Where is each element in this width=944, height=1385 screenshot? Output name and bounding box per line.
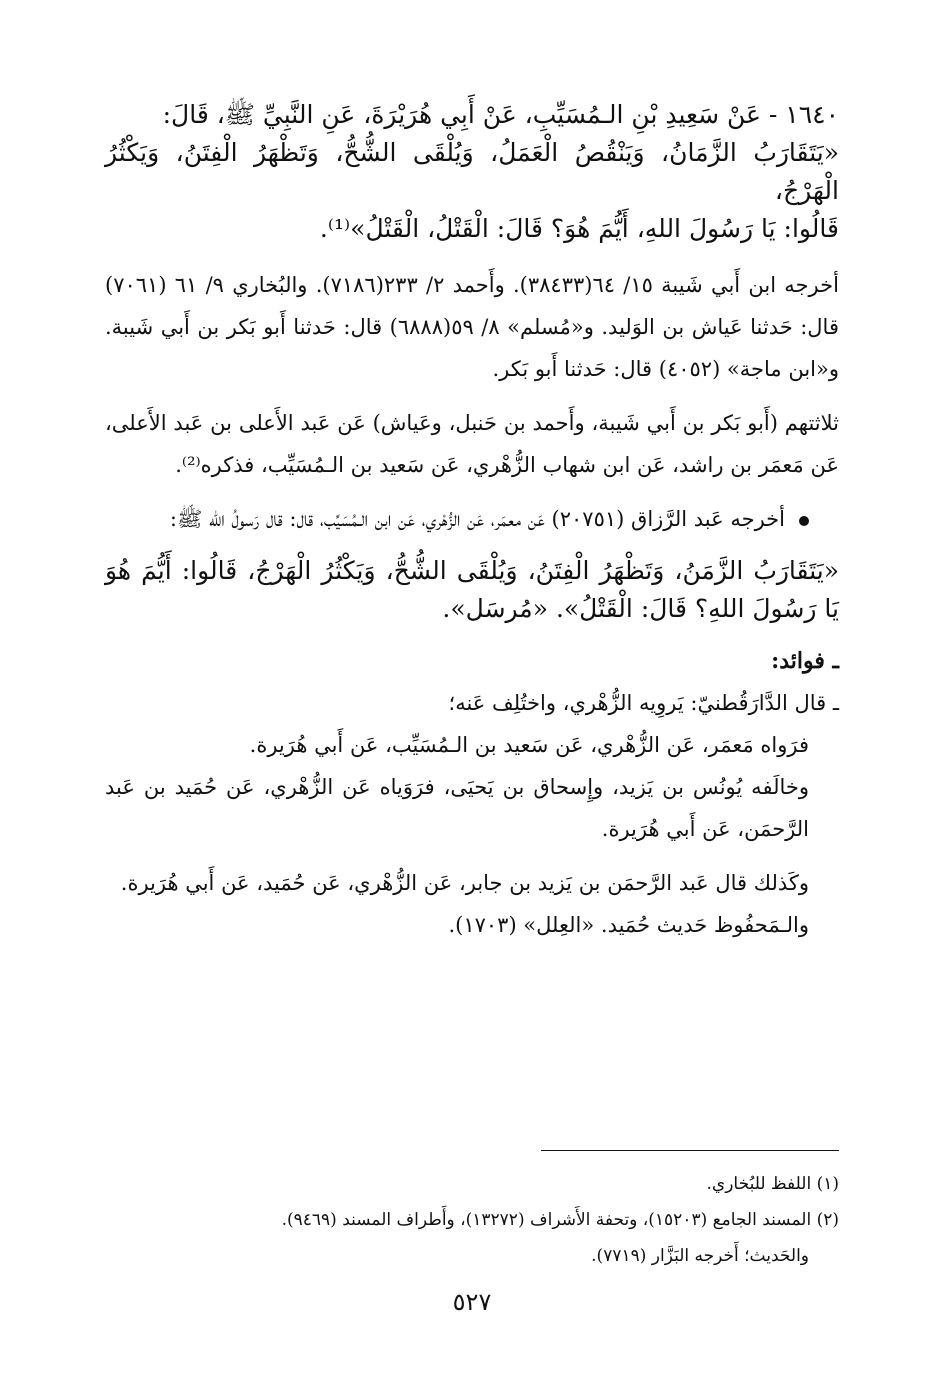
kadhalika-paragraph: وكَذلك قال عَبد الرَّحمَن بن يَزيد بن جابر، عَن الزُّهْري، عَن حُمَيد، عَن أَبي هُرَيرة. bbox=[120, 871, 809, 895]
bullet-icon bbox=[799, 516, 809, 526]
hadith-line-1: ١٦٤٠ - عَنْ سَعِيدِ بْنِ الـمُسَيِّبِ، عَنْ أَبِي هُرَيْرَةَ، عَنِ النَّبِيِّ ﷺ، قَالَ: bbox=[162, 100, 839, 129]
footnotes bbox=[90, 1166, 839, 1274]
isnad-paragraph: ثلاثتهم (أَبو بَكر بن أَبي شَيبة، وأَحمد بن حَنبل، وعَياش) عَن عَبد الأَعلى بن عَبد الأَعلى، عَن مَعمَر بن راشد، عَن ابن شهاب الزُّهْري، عَن سَعيد بن الـمُسَيِّب، فذكره⁽²⁾. bbox=[105, 411, 839, 477]
hadith-line-2: «يَتَقَارَبُ الزَّمَانُ، وَيَنْقُصُ الْعَمَلُ، وَيُلْقَى الشُّحُّ، وَتَظْهَرُ الْفِتَنُ، وَيَكْثُرُ الْهَرْجُ، bbox=[105, 138, 839, 205]
takhrij-paragraph: أخرجه ابن أَبي شَيبة ١٥/ ٦٤(٣٨٤٣٣). وأَحمد ٢/ ٢٣٣(٧١٨٦). والبُخاري ٩/ ٦١ (٧٠٦١) قال: حَدثنا عَياش بن الوَليد. و«مُسلم» ٨/ ٥٩(٦٨٨٨) قال: حَدثنا أَبو بَكر بن أَبي شَيبة. و«ابن ماجة» (٤٠٥٢) قال: حَدثنا أَبو بَكر. bbox=[105, 273, 839, 381]
mahfuz-paragraph: والـمَحفُوظ حَديث حُمَيد. «العِلل» (١٧٠٣). bbox=[448, 913, 809, 937]
hadith-text bbox=[105, 96, 839, 248]
footnote-1: (١) اللفظ للبُخاري. bbox=[706, 1174, 839, 1194]
fawaid-heading: ـ فوائد: bbox=[771, 648, 839, 674]
hadith-line-3: قَالُوا: يَا رَسُولَ اللهِ، أَيُّمَ هُوَ؟ قَالَ: الْقَتْلُ، الْقَتْلُ»⁽¹⁾. bbox=[319, 214, 839, 243]
footnote-2: (٢) المسند الجامع (١٥٢٠٣)، وتحفة الأَشراف (١٣٢٧٢)، وأَطراف المسند (٩٤٦٩). bbox=[281, 1210, 839, 1230]
daraqutni-paragraph: ـ قال الدَّارَقُطنيّ: يَروِيه الزُّهْري، واختُلِف عَنه؛ bbox=[448, 691, 839, 715]
footnote-divider bbox=[541, 1150, 839, 1151]
bullet-paragraph bbox=[105, 498, 839, 540]
rawahu-paragraph: فرَواه مَعمَر، عَن الزُّهْري، عَن سَعيد بن الـمُسَيِّب، عَن أَبي هُرَيرة. bbox=[249, 733, 809, 757]
mursal-hadith: «يَتَقَارَبُ الزَّمَنُ، وَتَظْهَرُ الْفِتَنُ، وَيُلْقَى الشُّحُّ، وَيَكْثُرُ الْهَرْجُ، قَالُوا: أَيُّمَ هُوَ يَا رَسُولَ اللهِ؟ قَالَ: الْقَتْلُ». «مُرسَل». bbox=[105, 556, 839, 623]
page-number: ٥٢٧ bbox=[452, 1288, 492, 1316]
footnote-2-continuation: والحَديث؛ أَخرجه البَزَّار (٧٧١٩). bbox=[591, 1246, 809, 1266]
khalafahu-paragraph: وخالَفه يُونُس بن يَزيد، وإِسحاق بن يَحيَى، فرَوَياه عَن الزُّهْري، عَن حُمَيد بن عَبد الرَّحمَن، عَن أَبي هُرَيرة. bbox=[105, 775, 809, 841]
abdurrazzaq-text: أخرجه عَبد الرَّزاق (٢٠٧٥١) عَن معمَر، عَن الزُّهْري، عَن ابن الـمُسَيِّب، قال: قال رَسولُ الله ﷺ: bbox=[169, 507, 785, 531]
